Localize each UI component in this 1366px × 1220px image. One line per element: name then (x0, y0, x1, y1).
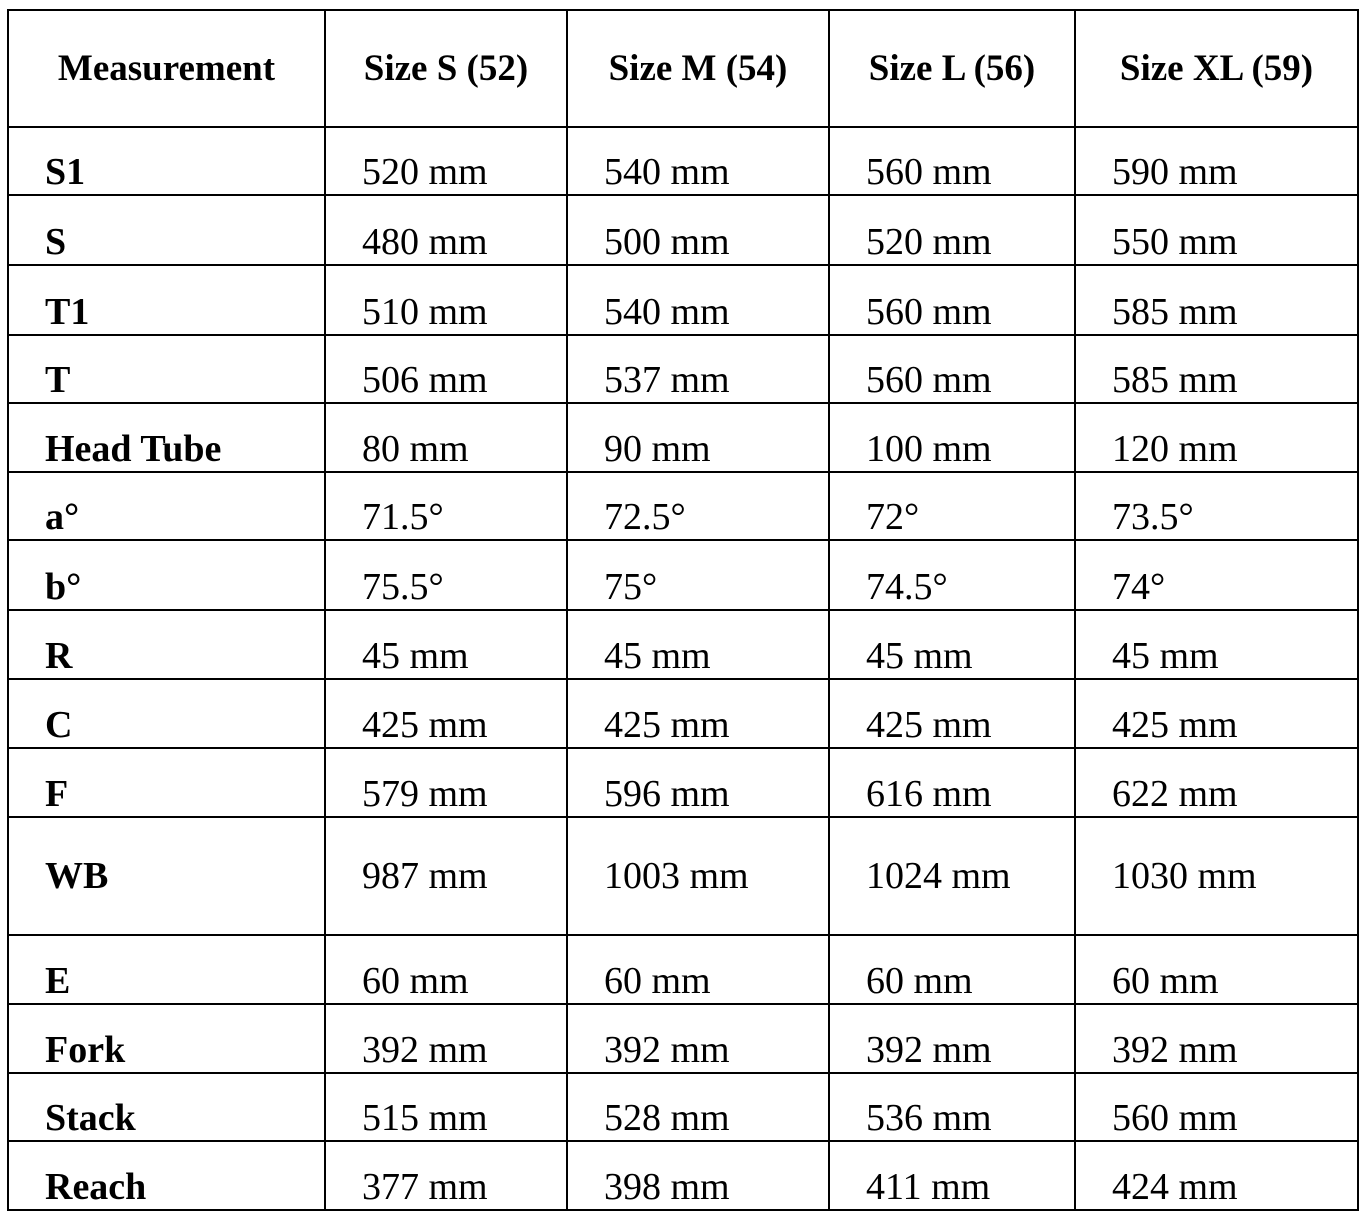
cell-value: 392 mm (829, 1004, 1075, 1073)
table-row (8, 472, 1358, 540)
cell-value: 528 mm (567, 1073, 829, 1141)
cell-value: 74.5° (829, 540, 1075, 610)
cell-value: 585 mm (1075, 335, 1358, 403)
cell-value: 585 mm (1075, 265, 1358, 335)
cell-value: 71.5° (325, 472, 567, 540)
cell-value: 72.5° (567, 472, 829, 540)
cell-value: 520 mm (325, 127, 567, 195)
row-label: b° (8, 540, 325, 610)
row-label: F (8, 748, 325, 817)
cell-value: 392 mm (567, 1004, 829, 1073)
header-size-m: Size M (54) (567, 10, 829, 127)
cell-value: 536 mm (829, 1073, 1075, 1141)
cell-value: 120 mm (1075, 403, 1358, 472)
header-measurement: Measurement (8, 10, 325, 127)
row-label: Head Tube (8, 403, 325, 472)
table-row (8, 335, 1358, 403)
cell-value: 560 mm (829, 127, 1075, 195)
cell-value: 73.5° (1075, 472, 1358, 540)
cell-value: 398 mm (567, 1141, 829, 1210)
row-label: Reach (8, 1141, 325, 1210)
cell-value: 80 mm (325, 403, 567, 472)
cell-value: 1003 mm (567, 817, 829, 935)
table-row (8, 1141, 1358, 1210)
cell-value: 425 mm (567, 679, 829, 748)
cell-value: 45 mm (829, 610, 1075, 679)
cell-value: 579 mm (325, 748, 567, 817)
row-label: E (8, 935, 325, 1004)
header-size-l: Size L (56) (829, 10, 1075, 127)
row-label: T (8, 335, 325, 403)
cell-value: 1030 mm (1075, 817, 1358, 935)
cell-value: 616 mm (829, 748, 1075, 817)
table-body (8, 127, 1358, 1210)
row-label: a° (8, 472, 325, 540)
table-row (8, 1073, 1358, 1141)
row-label: Stack (8, 1073, 325, 1141)
cell-value: 425 mm (1075, 679, 1358, 748)
table-row (8, 195, 1358, 265)
cell-value: 90 mm (567, 403, 829, 472)
cell-value: 590 mm (1075, 127, 1358, 195)
cell-value: 425 mm (325, 679, 567, 748)
table-row (8, 1004, 1358, 1073)
cell-value: 560 mm (829, 335, 1075, 403)
cell-value: 550 mm (1075, 195, 1358, 265)
cell-value: 75.5° (325, 540, 567, 610)
cell-value: 987 mm (325, 817, 567, 935)
row-label: R (8, 610, 325, 679)
row-label: WB (8, 817, 325, 935)
cell-value: 424 mm (1075, 1141, 1358, 1210)
cell-value: 72° (829, 472, 1075, 540)
cell-value: 1024 mm (829, 817, 1075, 935)
cell-value: 596 mm (567, 748, 829, 817)
row-label: T1 (8, 265, 325, 335)
cell-value: 45 mm (567, 610, 829, 679)
cell-value: 75° (567, 540, 829, 610)
cell-value: 60 mm (829, 935, 1075, 1004)
row-label: S1 (8, 127, 325, 195)
cell-value: 100 mm (829, 403, 1075, 472)
cell-value: 510 mm (325, 265, 567, 335)
row-label: Fork (8, 1004, 325, 1073)
table-row (8, 127, 1358, 195)
cell-value: 540 mm (567, 265, 829, 335)
cell-value: 392 mm (1075, 1004, 1358, 1073)
cell-value: 377 mm (325, 1141, 567, 1210)
cell-value: 45 mm (325, 610, 567, 679)
cell-value: 425 mm (829, 679, 1075, 748)
table-row (8, 403, 1358, 472)
table-row (8, 817, 1358, 935)
cell-value: 560 mm (829, 265, 1075, 335)
table-row (8, 610, 1358, 679)
cell-value: 411 mm (829, 1141, 1075, 1210)
geometry-table (7, 9, 1359, 1211)
cell-value: 515 mm (325, 1073, 567, 1141)
cell-value: 506 mm (325, 335, 567, 403)
table-row (8, 748, 1358, 817)
cell-value: 60 mm (567, 935, 829, 1004)
table-row (8, 935, 1358, 1004)
cell-value: 60 mm (1075, 935, 1358, 1004)
header-row (8, 10, 1358, 127)
table-row (8, 540, 1358, 610)
cell-value: 45 mm (1075, 610, 1358, 679)
cell-value: 392 mm (325, 1004, 567, 1073)
cell-value: 540 mm (567, 127, 829, 195)
cell-value: 622 mm (1075, 748, 1358, 817)
cell-value: 480 mm (325, 195, 567, 265)
table-row (8, 679, 1358, 748)
cell-value: 74° (1075, 540, 1358, 610)
cell-value: 520 mm (829, 195, 1075, 265)
header-size-s: Size S (52) (325, 10, 567, 127)
cell-value: 560 mm (1075, 1073, 1358, 1141)
cell-value: 537 mm (567, 335, 829, 403)
cell-value: 60 mm (325, 935, 567, 1004)
row-label: C (8, 679, 325, 748)
row-label: S (8, 195, 325, 265)
header-size-xl: Size XL (59) (1075, 10, 1358, 127)
cell-value: 500 mm (567, 195, 829, 265)
table-row (8, 265, 1358, 335)
